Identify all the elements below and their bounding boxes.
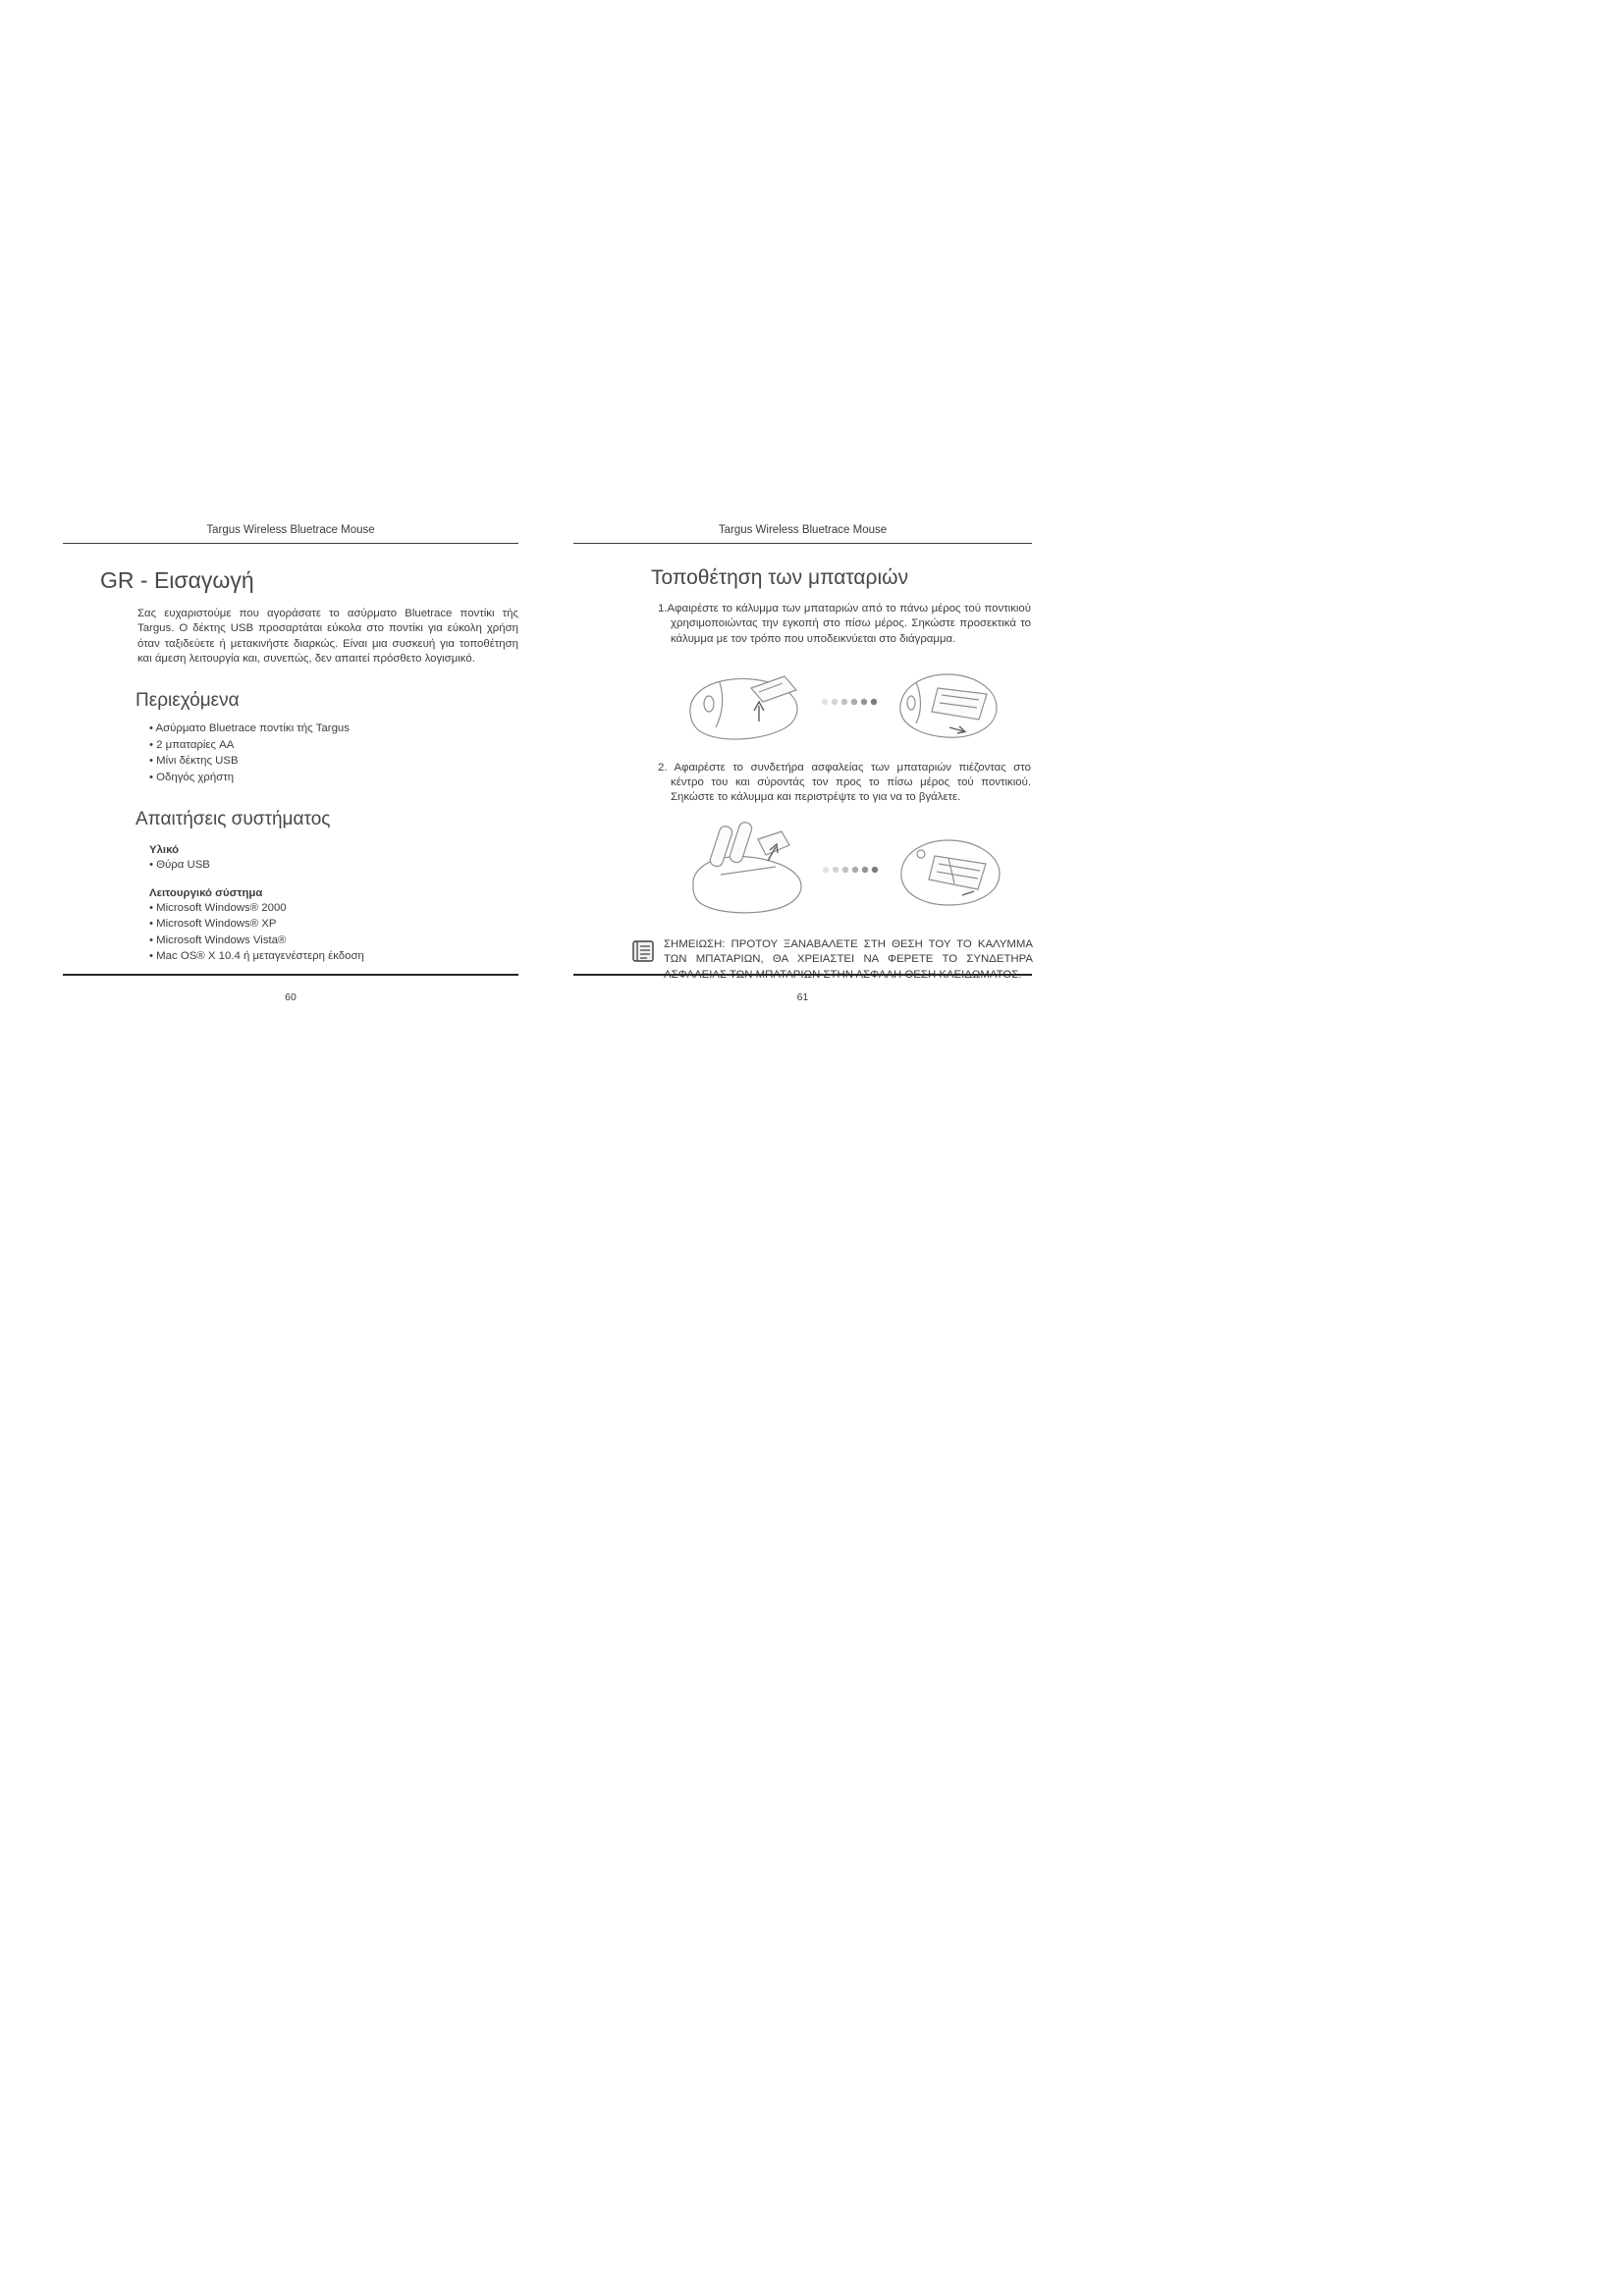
page-61: [573, 522, 1032, 1007]
dotted-separator: [820, 697, 881, 707]
list-item: • Microsoft Windows® XP: [149, 916, 518, 933]
mouse-clip-seated-illustration: [892, 823, 1007, 917]
intro-paragraph: Σας ευχαριστούμε που αγοράσατε το ασύρματο Bluetrace ποντίκι τής Targus. Ο δέκτης USB προσαρτάται εύκολα στο ποντίκι για εύκολη χρήση όταν ταξιδεύετε ή μετακινήστε διαρκώς. Είναι μια συσκευή για τοποθέτηση και άμεση λειτουργία και, συνεπώς, δεν απαιτεί πρόσθετο λογισμικό.: [137, 608, 518, 665]
notepad-icon: [630, 937, 656, 969]
list-item: • Mac OS® X 10.4 ή μεταγενέστερη έκδοση: [149, 948, 518, 965]
header-rule: [573, 543, 1032, 544]
figure-battery-clip-removal: [658, 818, 1031, 922]
footer-rule: [63, 974, 518, 976]
note-block: [630, 937, 1033, 984]
list-item: • Microsoft Windows® 2000: [149, 900, 518, 917]
page-number: 60: [285, 991, 297, 1003]
mouse-cover-lift-illustration: [684, 655, 810, 749]
mouse-batteries-clip-illustration: [681, 818, 811, 922]
list-item: • Οδηγός χρήστη: [149, 770, 518, 786]
contents-list: [149, 721, 518, 785]
hardware-list: [149, 857, 518, 874]
list-item: • 2 μπαταρίες AA: [149, 737, 518, 754]
header-rule: [63, 543, 518, 544]
running-header: Targus Wireless Bluetrace Mouse: [206, 524, 375, 536]
hardware-subheading: Υλικό: [149, 844, 180, 857]
list-item: • Microsoft Windows Vista®: [149, 933, 518, 949]
list-item: • Ασύρματο Bluetrace ποντίκι τής Targus: [149, 721, 518, 737]
list-item: • Θύρα USB: [149, 857, 518, 874]
page-title: Τοποθέτηση των μπαταριών: [651, 566, 909, 589]
step-1-paragraph: 1.Αφαιρέστε το κάλυμμα των μπαταριών από το πάνω μέρος τού ποντικιού χρησιμοποιώντας την εγκοπή στο πίσω μέρος. Σηκώστε προσεκτικά το κάλυμμα με τον τρόπο που υποδεικνύεται στο διάγραμμα.: [658, 603, 1031, 645]
page-number: 61: [796, 991, 809, 1003]
figure-battery-cover-removal: [658, 655, 1031, 749]
requirements-heading: Απαιτήσεις συστήματος: [135, 809, 331, 830]
running-header: Targus Wireless Bluetrace Mouse: [718, 524, 888, 536]
os-list: [149, 900, 518, 965]
os-subheading: Λειτουργικό σύστημα: [149, 886, 263, 899]
contents-heading: Περιεχόμενα: [135, 690, 240, 712]
footer-rule: [573, 974, 1032, 976]
page-title: GR - Εισαγωγή: [100, 567, 254, 593]
list-item: • Μίνι δέκτης USB: [149, 753, 518, 770]
page-60: [63, 522, 518, 1007]
mouse-compartment-open-illustration: [891, 655, 1004, 749]
dotted-separator: [821, 865, 882, 875]
note-text: ΣΗΜΕΙΩΣΗ: ΠΡΟΤΟΥ ΞΑΝΑΒΑΛΕΤΕ ΣΤΗ ΘΕΣΗ ΤΟΥ ΤΟ ΚΑΛΥΜΜΑ ΤΩΝ ΜΠΑΤΑΡΙΩΝ, ΘΑ ΧΡΕΙΑΣΤΕΙ ΝΑ ΦΕΡΕΤΕ ΤΟ ΣΥΝΔΕΤΗΡΑ ΑΣΦΑΛΕΙΑΣ ΤΩΝ ΜΠΑΤΑΡΙΩΝ ΣΤΗΝ ΑΣΦΑΛΗ ΘΕΣΗ ΚΛΕΙΔΩΜΑΤΟΣ.: [664, 937, 1033, 981]
step-2-paragraph: 2. Αφαιρέστε το συνδετήρα ασφαλείας των μπαταριών πιέζοντας στο κέντρο του και σύροντάς τον προς το πίσω μέρος τού ποντικιού. Σηκώστε το κάλυμμα και περιστρέψτε το για να το βγάλετε.: [658, 761, 1031, 804]
